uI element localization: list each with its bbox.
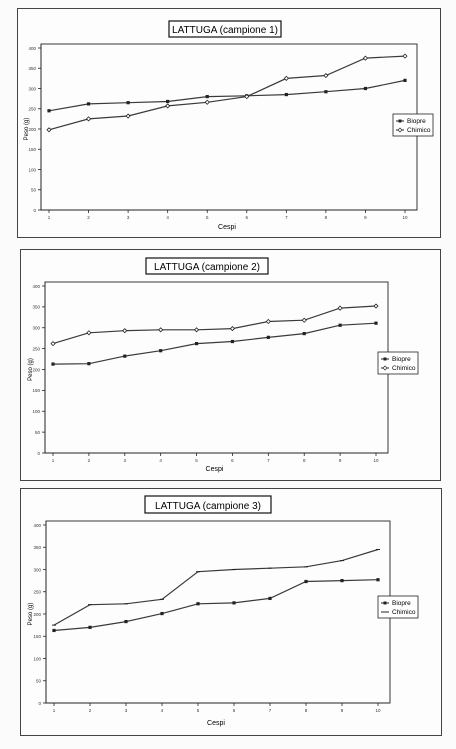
data-point (127, 101, 130, 104)
x-tick-label: 5 (195, 458, 198, 463)
x-axis-label: Cespi (218, 224, 236, 231)
data-point (196, 602, 199, 605)
data-point (285, 93, 288, 96)
y-tick-label: 150 (28, 147, 36, 153)
x-tick-label: 1 (51, 458, 55, 463)
y-tick-label: 0 (37, 450, 40, 456)
data-point (51, 362, 54, 365)
chart-title: LATTUGA (campione 3) (155, 501, 261, 512)
data-point (195, 342, 198, 345)
x-tick-label: 8 (324, 215, 328, 220)
x-tick-label: 5 (196, 708, 200, 713)
legend-label: Biopre (392, 600, 411, 608)
y-tick-label: 50 (30, 187, 36, 193)
data-point (340, 579, 343, 582)
y-tick-label: 250 (33, 589, 41, 595)
data-point (232, 601, 235, 604)
y-tick-label: 300 (32, 325, 40, 331)
y-tick-label: 0 (38, 700, 41, 706)
data-point (267, 336, 270, 339)
data-point (403, 79, 406, 82)
x-tick-label: 1 (52, 708, 56, 713)
y-tick-label: 100 (32, 409, 40, 415)
data-point (166, 100, 169, 103)
y-tick-label: 400 (32, 283, 40, 289)
chart-frame (21, 250, 441, 481)
x-tick-label: 8 (304, 708, 308, 713)
y-tick-label: 200 (32, 367, 40, 373)
x-tick-label: 7 (268, 708, 272, 713)
chart-title: LATTUGA (campione 1) (172, 25, 278, 36)
x-tick-label: 4 (166, 215, 169, 220)
y-tick-label: 50 (34, 429, 40, 435)
x-tick-label: 4 (159, 458, 162, 463)
legend-label: Chimico (392, 365, 416, 373)
x-axis-label: Cespi (205, 466, 224, 473)
legend-label: Chimico (392, 609, 416, 617)
legend-label: Chimico (407, 127, 431, 135)
y-tick-label: 100 (28, 167, 36, 173)
y-tick-label: 300 (33, 567, 41, 573)
data-point (374, 322, 377, 325)
data-point (376, 578, 379, 581)
data-point (206, 95, 209, 98)
y-tick-label: 300 (28, 86, 36, 92)
legend-label: Biopre (407, 118, 426, 126)
y-tick-label: 400 (28, 45, 36, 51)
y-tick-label: 400 (33, 522, 41, 528)
x-tick-label: 5 (205, 215, 209, 220)
x-tick-label: 2 (87, 215, 90, 220)
y-tick-label: 0 (33, 207, 36, 213)
y-tick-label: 350 (32, 304, 40, 310)
x-tick-label: 8 (302, 458, 306, 463)
data-point (364, 87, 367, 90)
chart-panel-1 (17, 8, 441, 238)
data-point (159, 349, 162, 352)
x-tick-label: 10 (402, 215, 408, 220)
data-point (88, 626, 91, 629)
x-tick-label: 10 (375, 708, 381, 713)
data-point (231, 340, 234, 343)
x-tick-label: 7 (267, 458, 270, 463)
y-tick-label: 350 (28, 66, 36, 72)
data-point (124, 620, 127, 623)
legend-marker (399, 120, 402, 123)
data-point (339, 324, 342, 327)
y-tick-label: 150 (32, 388, 40, 394)
y-tick-label: 200 (33, 611, 41, 617)
data-point (268, 597, 271, 600)
x-tick-label: 3 (126, 215, 130, 220)
x-tick-label: 9 (340, 708, 344, 713)
data-point (304, 580, 307, 583)
chart-frame (18, 9, 441, 238)
y-tick-label: 50 (35, 678, 41, 684)
data-point (303, 332, 306, 335)
x-tick-label: 6 (231, 458, 234, 463)
data-point (87, 102, 90, 105)
y-axis-label: Peso (g) (24, 117, 30, 141)
y-tick-label: 150 (33, 634, 41, 640)
x-tick-label: 4 (160, 708, 164, 713)
data-point (52, 629, 55, 632)
data-point (324, 90, 327, 93)
x-tick-label: 2 (88, 708, 92, 713)
y-tick-label: 350 (33, 545, 41, 551)
legend-marker (384, 602, 387, 605)
x-tick-label: 10 (373, 458, 379, 463)
chart-title: LATTUGA (campione 2) (154, 262, 260, 273)
y-axis-label: Peso (g) (28, 358, 34, 381)
data-point (123, 355, 126, 358)
y-tick-label: 250 (32, 346, 40, 352)
x-tick-label: 9 (364, 215, 367, 220)
x-tick-label: 7 (285, 215, 288, 220)
chart-panel-2 (20, 249, 441, 481)
x-tick-label: 6 (245, 215, 249, 220)
data-point (160, 612, 163, 615)
x-tick-label: 9 (338, 458, 342, 463)
data-point (87, 362, 90, 365)
y-tick-label: 200 (28, 126, 36, 132)
x-axis-label: Cespi (207, 720, 225, 727)
chart-panel-3 (20, 488, 442, 736)
legend-label: Biopre (392, 356, 411, 364)
x-tick-label: 6 (232, 708, 236, 713)
x-tick-label: 1 (47, 215, 51, 220)
data-point (47, 109, 50, 112)
x-tick-label: 3 (124, 708, 128, 713)
y-axis-label: Peso (g) (28, 602, 34, 626)
x-tick-label: 3 (123, 458, 127, 463)
x-tick-label: 2 (87, 458, 91, 463)
legend-marker (384, 358, 387, 361)
y-tick-label: 100 (33, 656, 41, 662)
y-tick-label: 250 (28, 106, 36, 112)
